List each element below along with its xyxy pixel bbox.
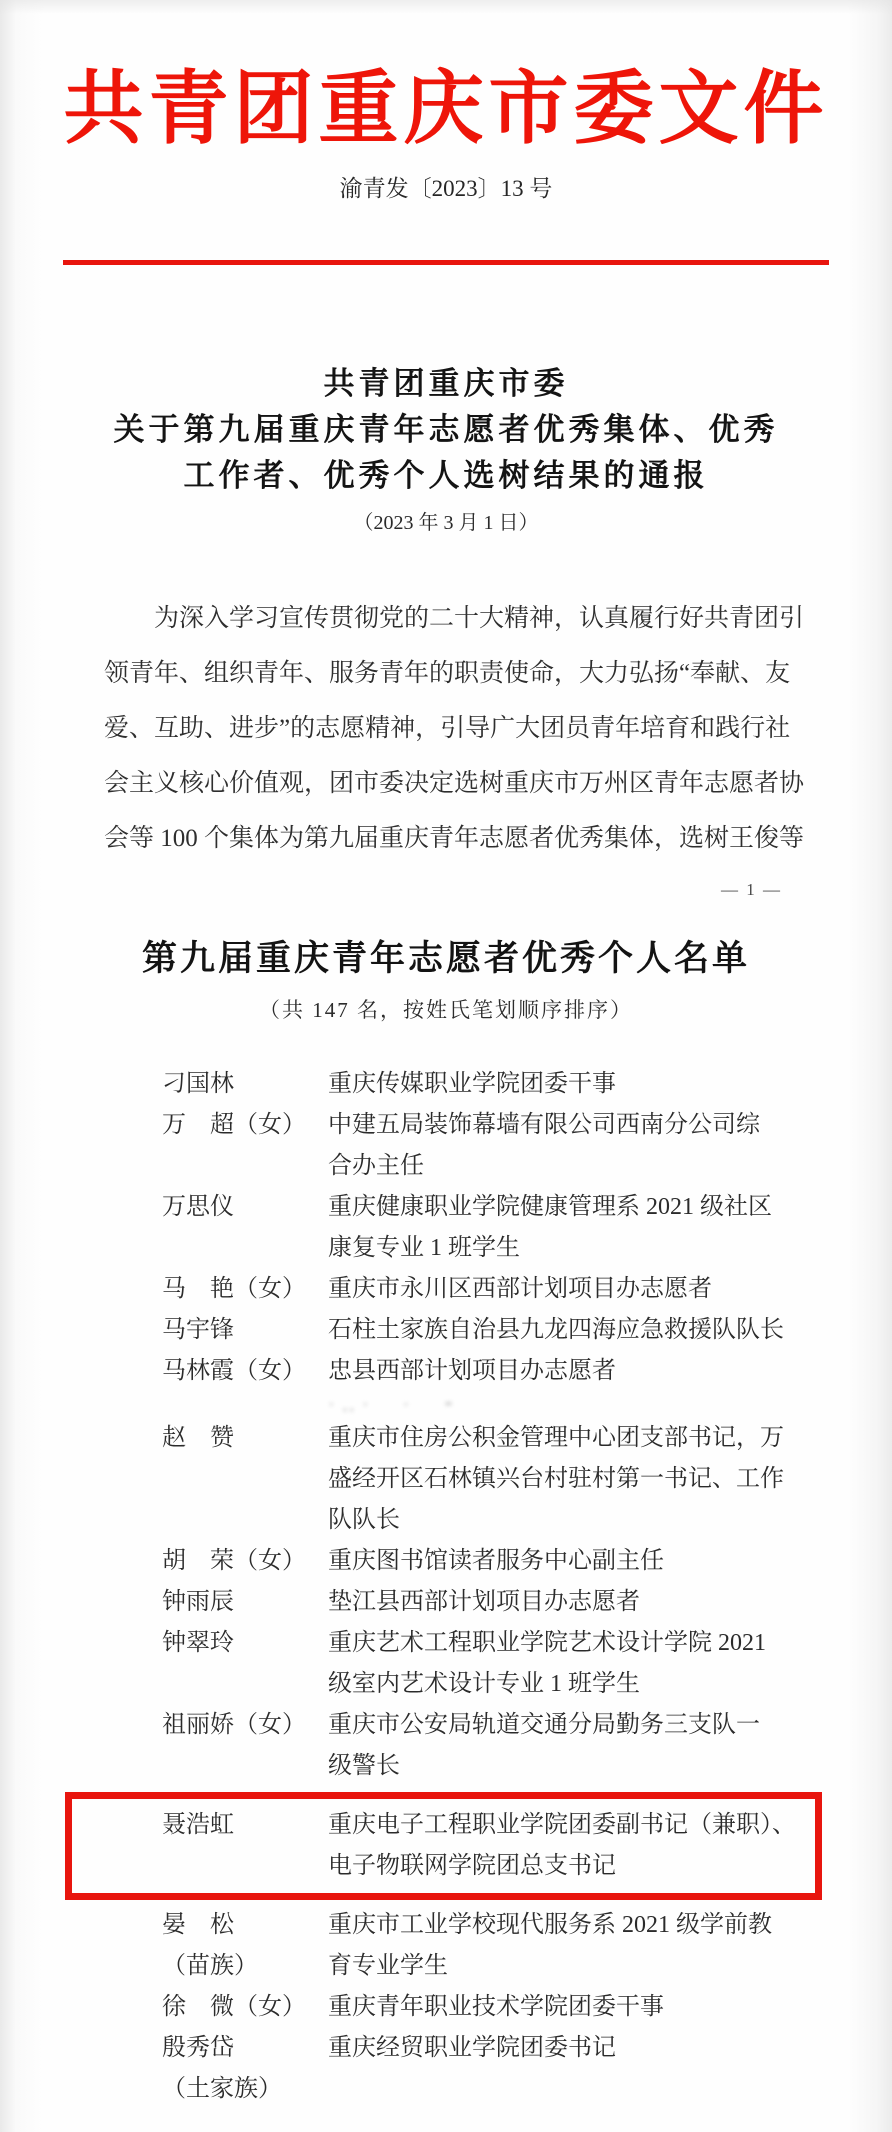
- body-line: 领青年、组织青年、服务青年的职责使命，大力弘扬“奉献、友: [104, 660, 791, 687]
- entry-description: 忠县西部计划项目办志愿者: [328, 1358, 616, 1384]
- entry-description: 中建五局装饰幕墙有限公司西南分公司综 合办主任: [328, 1112, 760, 1179]
- body-line: 为深入学习宣传贯彻党的二十大精神，认真履行好共青团引: [154, 605, 805, 632]
- document-title-line: 共青团重庆市委: [323, 366, 569, 401]
- roster-entry-highlighted: [65, 1792, 822, 1900]
- entry-description: 重庆艺术工程职业学院艺术设计学院 2021 级室内艺术设计专业 1 班学生: [328, 1630, 766, 1697]
- roster-entry: [162, 1987, 822, 2028]
- entry-name: 晏 松 （苗族）: [162, 1912, 258, 1979]
- roster-entry: [162, 1623, 822, 1705]
- roster-entry: [162, 1541, 822, 1582]
- roster-entry: [162, 1705, 822, 1787]
- document-number: 渝青发〔2023〕13 号: [339, 176, 553, 201]
- roster-entry: [162, 1187, 822, 1269]
- roster-entry: [162, 1064, 822, 1105]
- document-title-line: 工作者、优秀个人选树结果的通报: [183, 458, 709, 493]
- entry-description: 重庆传媒职业学院团委干事: [328, 1071, 616, 1097]
- entry-name: 聂浩虹: [162, 1812, 234, 1838]
- entry-description: 石柱土家族自治县九龙四海应急救援队队长: [328, 1317, 784, 1343]
- entry-description: 重庆市住房公积金管理中心团支部书记，万 盛经开区石林镇兴台村驻村第一书记、工作 队队长: [328, 1425, 784, 1533]
- entry-name: 徐 微（女）: [162, 1994, 306, 2020]
- entry-description: 重庆市工业学校现代服务系 2021 级学前教 育专业学生: [328, 1912, 772, 1979]
- document-date: （2023 年 3 月 1 日）: [353, 512, 539, 534]
- entry-description: 重庆市永川区西部计划项目办志愿者: [328, 1276, 712, 1302]
- document-title: [0, 361, 892, 499]
- entry-name: 赵 赞: [162, 1425, 234, 1451]
- entry-name: 马 艳（女）: [162, 1276, 306, 1302]
- entry-name: 胡 荣（女）: [162, 1548, 306, 1574]
- entry-name: 祖丽娇（女）: [162, 1712, 306, 1738]
- entry-name: 殷秀岱 （土家族）: [162, 2035, 282, 2102]
- roster-entry: [162, 1582, 822, 1623]
- entry-name: 刁国林: [162, 1071, 234, 1097]
- body-line: 会主义核心价值观，团市委决定选树重庆市万州区青年志愿者协: [104, 770, 805, 797]
- entry-name: 马林霞（女）: [162, 1358, 306, 1384]
- letterhead-title: 共青团重庆市委文件: [63, 66, 829, 154]
- document-title-line: 关于第九届重庆青年志愿者优秀集体、优秀: [113, 412, 779, 447]
- entry-description: 重庆青年职业技术学院团委干事: [328, 1994, 664, 2020]
- roster-entry: [162, 1310, 822, 1351]
- roster-list: [162, 1064, 822, 2110]
- roster-smudge-artifact: [162, 1392, 822, 1418]
- roster-entry: [162, 1269, 822, 1310]
- entry-description: 重庆电子工程职业学院团委副书记（兼职）、 电子物联网学院团总支书记: [328, 1812, 796, 1879]
- entry-name: 马宇锋: [162, 1317, 234, 1343]
- roster-entry: [162, 1905, 822, 1987]
- roster-entry: [162, 1351, 822, 1392]
- roster-entry: [162, 1105, 822, 1187]
- entry-description: ·‥· · ⁃: [328, 1394, 461, 1416]
- entry-name: [162, 1392, 328, 1418]
- roster-entry: [162, 1418, 822, 1541]
- entry-description: 重庆健康职业学院健康管理系 2021 级社区 康复专业 1 班学生: [328, 1194, 772, 1261]
- entry-name: 万 超（女）: [162, 1112, 306, 1138]
- roster-section-title: 第九届重庆青年志愿者优秀个人名单: [141, 939, 750, 978]
- roster-entry: [162, 2028, 822, 2110]
- roster-section-subtitle: （共 147 名，按姓氏笔划顺序排序）: [259, 998, 633, 1022]
- red-divider-rule: [63, 260, 829, 265]
- entry-description: 重庆图书馆读者服务中心副主任: [328, 1548, 664, 1574]
- body-paragraph: [104, 591, 832, 866]
- entry-name: 万思仪: [162, 1194, 234, 1220]
- body-line: 会等 100 个集体为第九届重庆青年志愿者优秀集体，选树王俊等: [104, 825, 805, 852]
- body-line: 爱、互助、进步”的志愿精神，引导广大团员青年培育和践行社: [104, 715, 791, 742]
- entry-description: 重庆市公安局轨道交通分局勤务三支队一 级警长: [328, 1712, 760, 1779]
- entry-name: 钟翠玲: [162, 1630, 234, 1656]
- entry-description: 重庆经贸职业学院团委书记: [328, 2035, 616, 2061]
- page-number: — 1 —: [721, 880, 782, 899]
- entry-name: 钟雨辰: [162, 1589, 234, 1615]
- entry-description: 垫江县西部计划项目办志愿者: [328, 1589, 640, 1615]
